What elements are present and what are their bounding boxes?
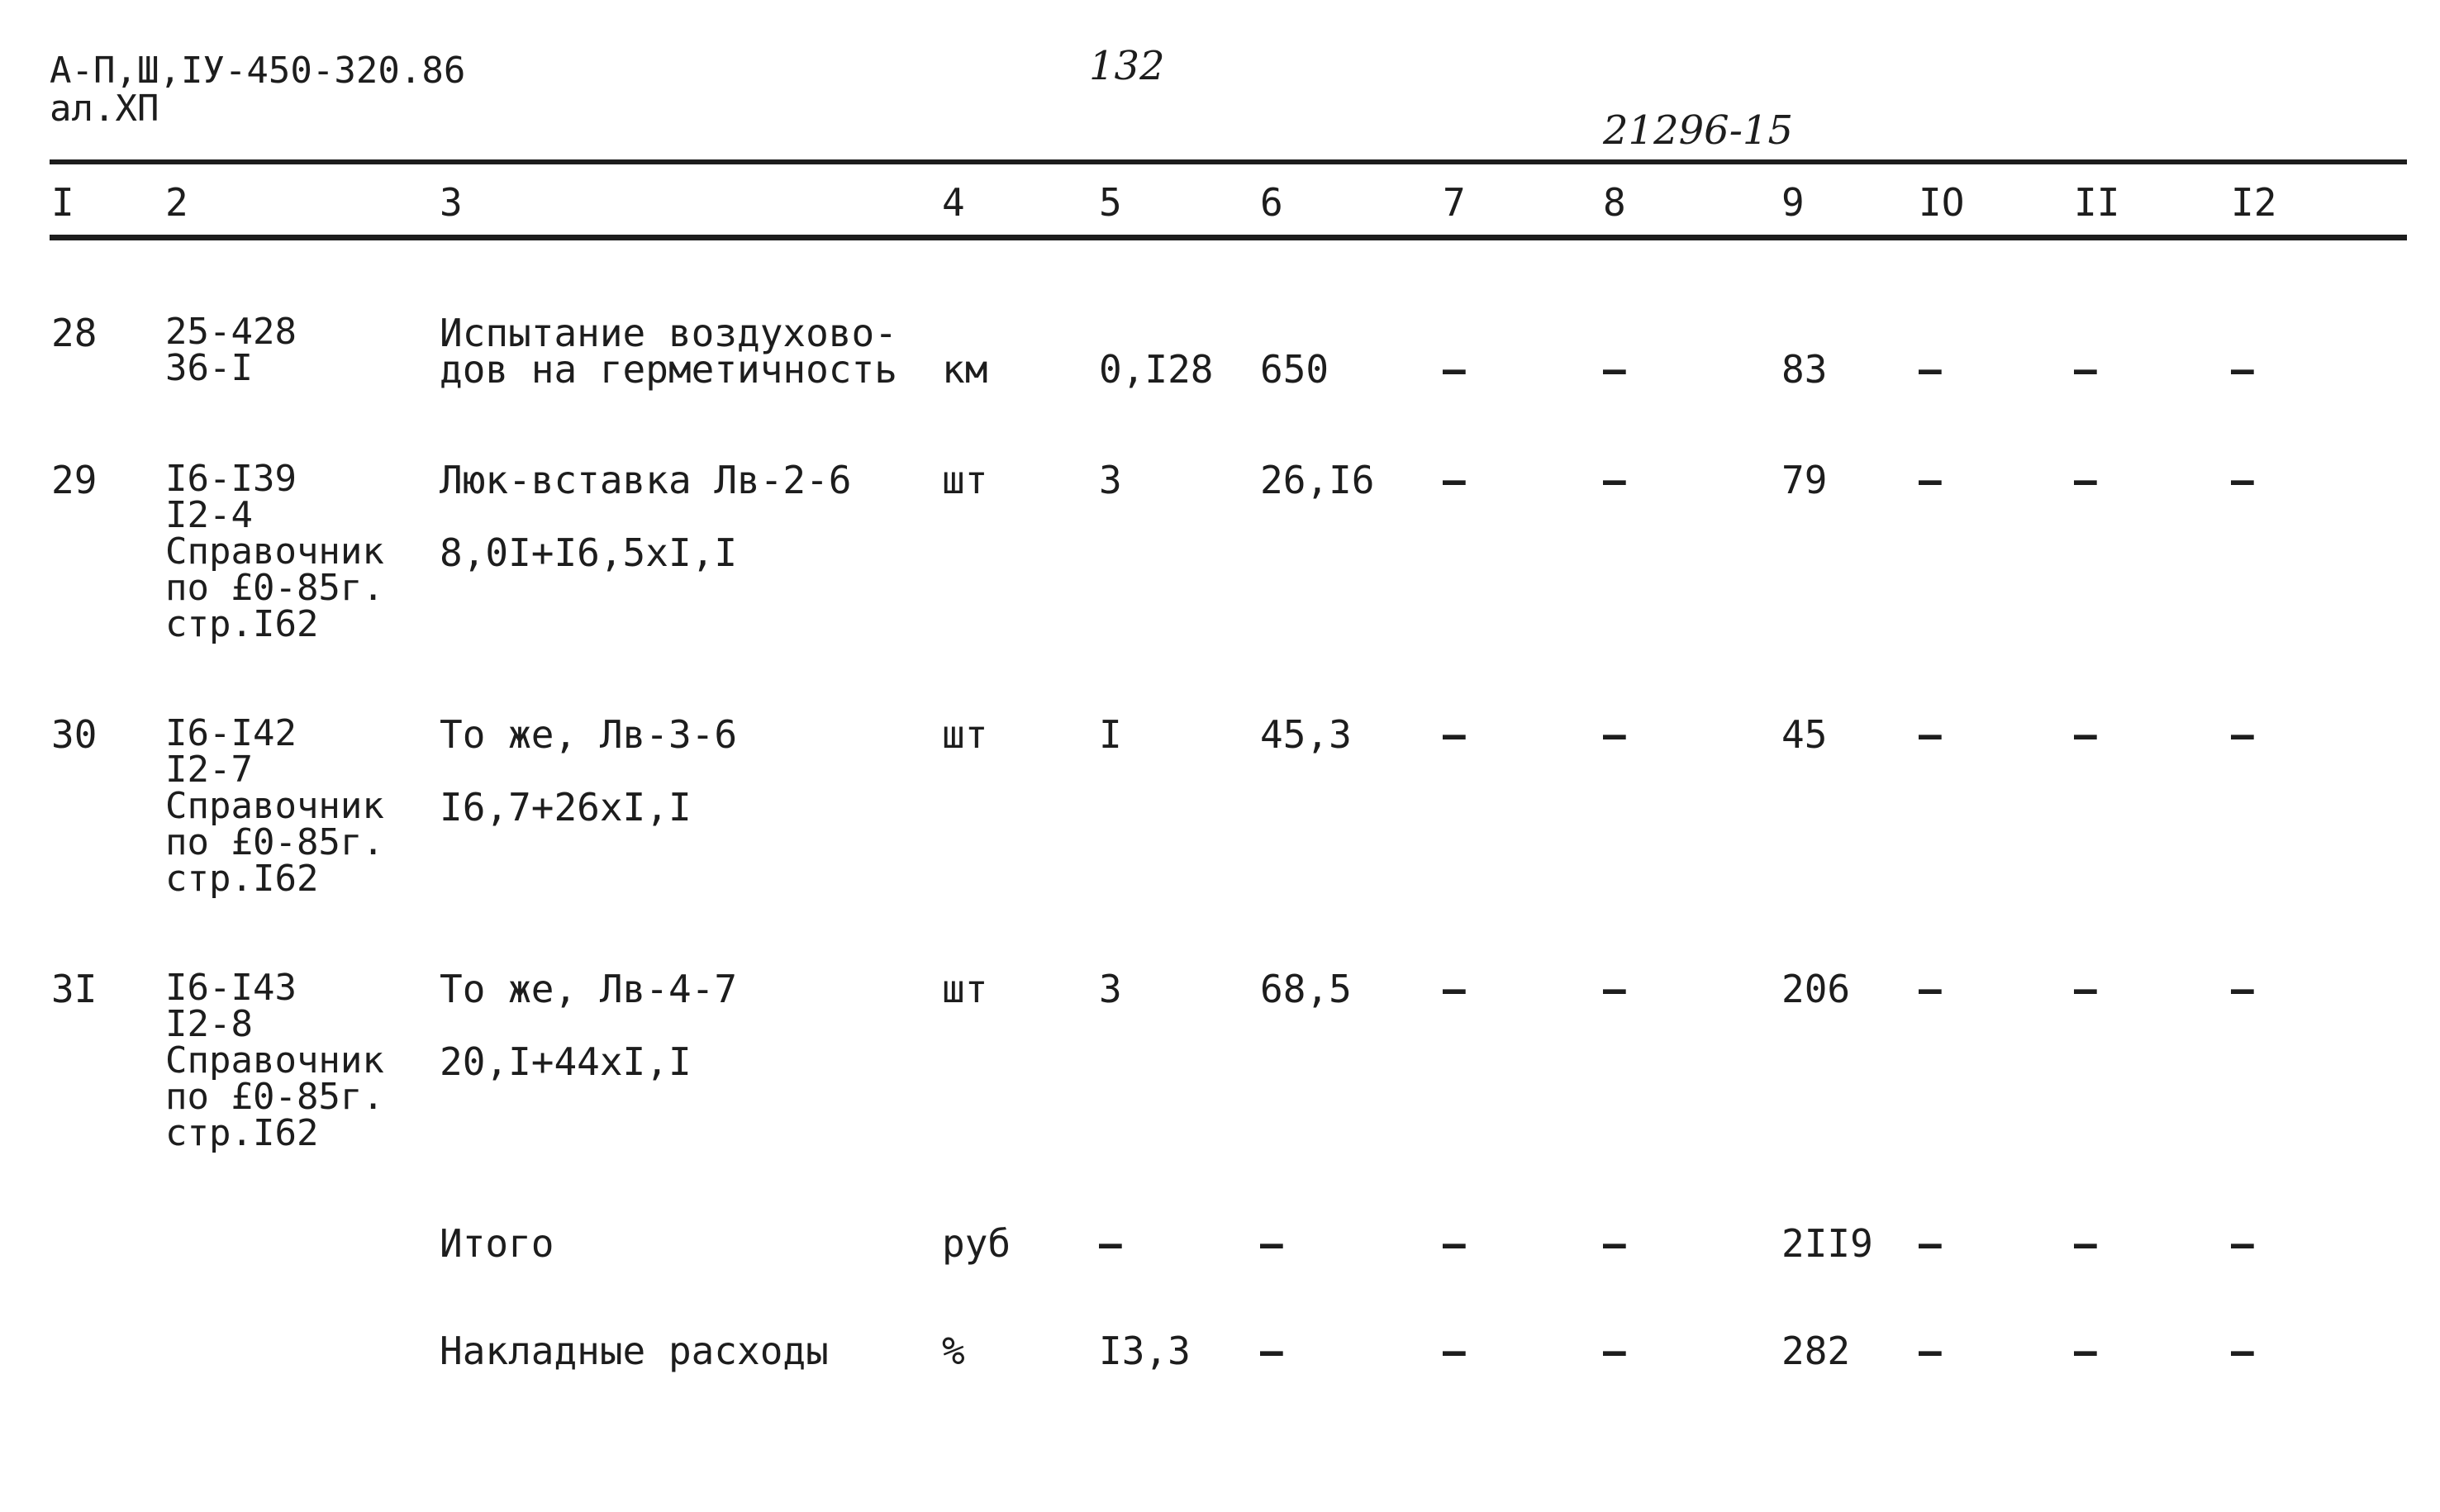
norm-reference-line: стр.I62 xyxy=(165,1112,319,1154)
norm-reference-line: I2-7 xyxy=(165,749,253,791)
col8-cell: – xyxy=(1603,458,1626,502)
col12-cell: – xyxy=(2231,712,2254,757)
col12-cell: – xyxy=(2231,1221,2254,1266)
quantity-cell: 0,I28 xyxy=(1099,347,1214,392)
column-header-3: 3 xyxy=(440,180,463,225)
col10-cell: – xyxy=(1919,712,1942,757)
col6-cell: – xyxy=(1260,1329,1283,1373)
col8-cell: – xyxy=(1603,1329,1626,1373)
unit-cell: км xyxy=(942,347,988,392)
norm-reference-line: Справочник xyxy=(165,1039,384,1082)
column-header-5: 5 xyxy=(1099,180,1122,225)
col12-cell: – xyxy=(2231,1329,2254,1373)
norm-reference-line: по £0-85г. xyxy=(165,567,384,609)
col7-cell: – xyxy=(1443,712,1466,757)
col12-cell: – xyxy=(2231,458,2254,502)
unit-cell: шт xyxy=(942,458,988,502)
col8-cell: – xyxy=(1603,347,1626,392)
norm-reference-line: стр.I62 xyxy=(165,858,319,900)
description-line: Испытание воздухово- xyxy=(440,311,897,355)
unit-cell: шт xyxy=(942,712,988,757)
row-number: 3I xyxy=(51,967,98,1011)
col11-cell: – xyxy=(2074,712,2097,757)
norm-reference-line: по £0-85г. xyxy=(165,821,384,863)
overhead-label: Накладные расходы xyxy=(440,1329,829,1373)
col7-cell: – xyxy=(1443,1221,1466,1266)
norm-reference-line: I2-8 xyxy=(165,1003,253,1045)
norm-reference-line: I2-4 xyxy=(165,494,253,536)
col10-cell: – xyxy=(1919,458,1942,502)
total-label: Итого xyxy=(440,1221,554,1266)
col5-cell: – xyxy=(1099,1221,1122,1266)
unit-cell: руб xyxy=(942,1221,1011,1266)
unit-cost-cell: 26,I6 xyxy=(1260,458,1375,502)
description-line: То же, Лв-3-6 xyxy=(440,712,738,757)
col10-cell: – xyxy=(1919,347,1942,392)
column-header-8: 8 xyxy=(1603,180,1626,225)
unit-cell: % xyxy=(942,1329,965,1373)
quantity-cell: 3 xyxy=(1099,458,1122,502)
column-header-12: I2 xyxy=(2231,180,2277,225)
column-header-11: II xyxy=(2074,180,2120,225)
col11-cell: – xyxy=(2074,347,2097,392)
row-number: 30 xyxy=(51,712,98,757)
norm-reference-line: по £0-85г. xyxy=(165,1076,384,1118)
col11-cell: – xyxy=(2074,1329,2097,1373)
col11-cell: – xyxy=(2074,967,2097,1011)
table-header-bottom-rule xyxy=(50,235,2407,240)
col7-cell: – xyxy=(1443,458,1466,502)
column-header-2: 2 xyxy=(165,180,188,225)
quantity-cell: I xyxy=(1099,712,1122,757)
norm-reference-line: I6-I43 xyxy=(165,967,297,1009)
total-cost-cell: 79 xyxy=(1781,458,1828,502)
column-header-9: 9 xyxy=(1781,180,1805,225)
col10-cell: – xyxy=(1919,1221,1942,1266)
col12-cell: – xyxy=(2231,347,2254,392)
document-code-header: А-П,Ш,IУ-450-320.86 xyxy=(50,50,466,92)
total-cost-cell: 45 xyxy=(1781,712,1828,757)
total-cost-cell: 83 xyxy=(1781,347,1828,392)
norm-reference-line: 36-I xyxy=(165,347,253,389)
total-cost-cell: 282 xyxy=(1781,1329,1851,1373)
album-label: ал.XП xyxy=(50,88,159,130)
total-cost-cell: 2II9 xyxy=(1781,1221,1873,1266)
norm-reference-line: 25-428 xyxy=(165,311,297,353)
unit-cell: шт xyxy=(942,967,988,1011)
col7-cell: – xyxy=(1443,967,1466,1011)
col11-cell: – xyxy=(2074,458,2097,502)
total-cost-cell: 206 xyxy=(1781,967,1851,1011)
row-number: 29 xyxy=(51,458,98,502)
col7-cell: – xyxy=(1443,347,1466,392)
calculation-line: I6,7+26xI,I xyxy=(440,785,692,830)
col10-cell: – xyxy=(1919,1329,1942,1373)
norm-reference-line: I6-I39 xyxy=(165,458,297,500)
description-line: То же, Лв-4-7 xyxy=(440,967,738,1011)
col8-cell: – xyxy=(1603,1221,1626,1266)
rate-cell: I3,3 xyxy=(1099,1329,1191,1373)
col7-cell: – xyxy=(1443,1329,1466,1373)
column-header-4: 4 xyxy=(942,180,965,225)
description-line: Люк-вставка Лв-2-6 xyxy=(440,458,852,502)
document-inventory-number: 21296-15 xyxy=(1603,107,1793,154)
col6-cell: – xyxy=(1260,1221,1283,1266)
calculation-line: 8,0I+I6,5xI,I xyxy=(440,530,738,575)
norm-reference-line: Справочник xyxy=(165,530,384,573)
col11-cell: – xyxy=(2074,1221,2097,1266)
unit-cost-cell: 68,5 xyxy=(1260,967,1352,1011)
table-top-rule xyxy=(50,159,2407,164)
column-header-1: I xyxy=(51,180,74,225)
col8-cell: – xyxy=(1603,967,1626,1011)
norm-reference-line: стр.I62 xyxy=(165,603,319,645)
unit-cost-cell: 45,3 xyxy=(1260,712,1352,757)
page-number: 132 xyxy=(1089,43,1165,89)
description-line: дов на герметичность xyxy=(440,347,897,392)
column-header-6: 6 xyxy=(1260,180,1283,225)
norm-reference-line: I6-I42 xyxy=(165,712,297,754)
norm-reference-line: Справочник xyxy=(165,785,384,827)
col8-cell: – xyxy=(1603,712,1626,757)
col12-cell: – xyxy=(2231,967,2254,1011)
unit-cost-cell: 650 xyxy=(1260,347,1329,392)
column-header-7: 7 xyxy=(1443,180,1466,225)
col10-cell: – xyxy=(1919,967,1942,1011)
row-number: 28 xyxy=(51,311,98,355)
quantity-cell: 3 xyxy=(1099,967,1122,1011)
column-header-10: IO xyxy=(1919,180,1965,225)
calculation-line: 20,I+44xI,I xyxy=(440,1039,692,1084)
